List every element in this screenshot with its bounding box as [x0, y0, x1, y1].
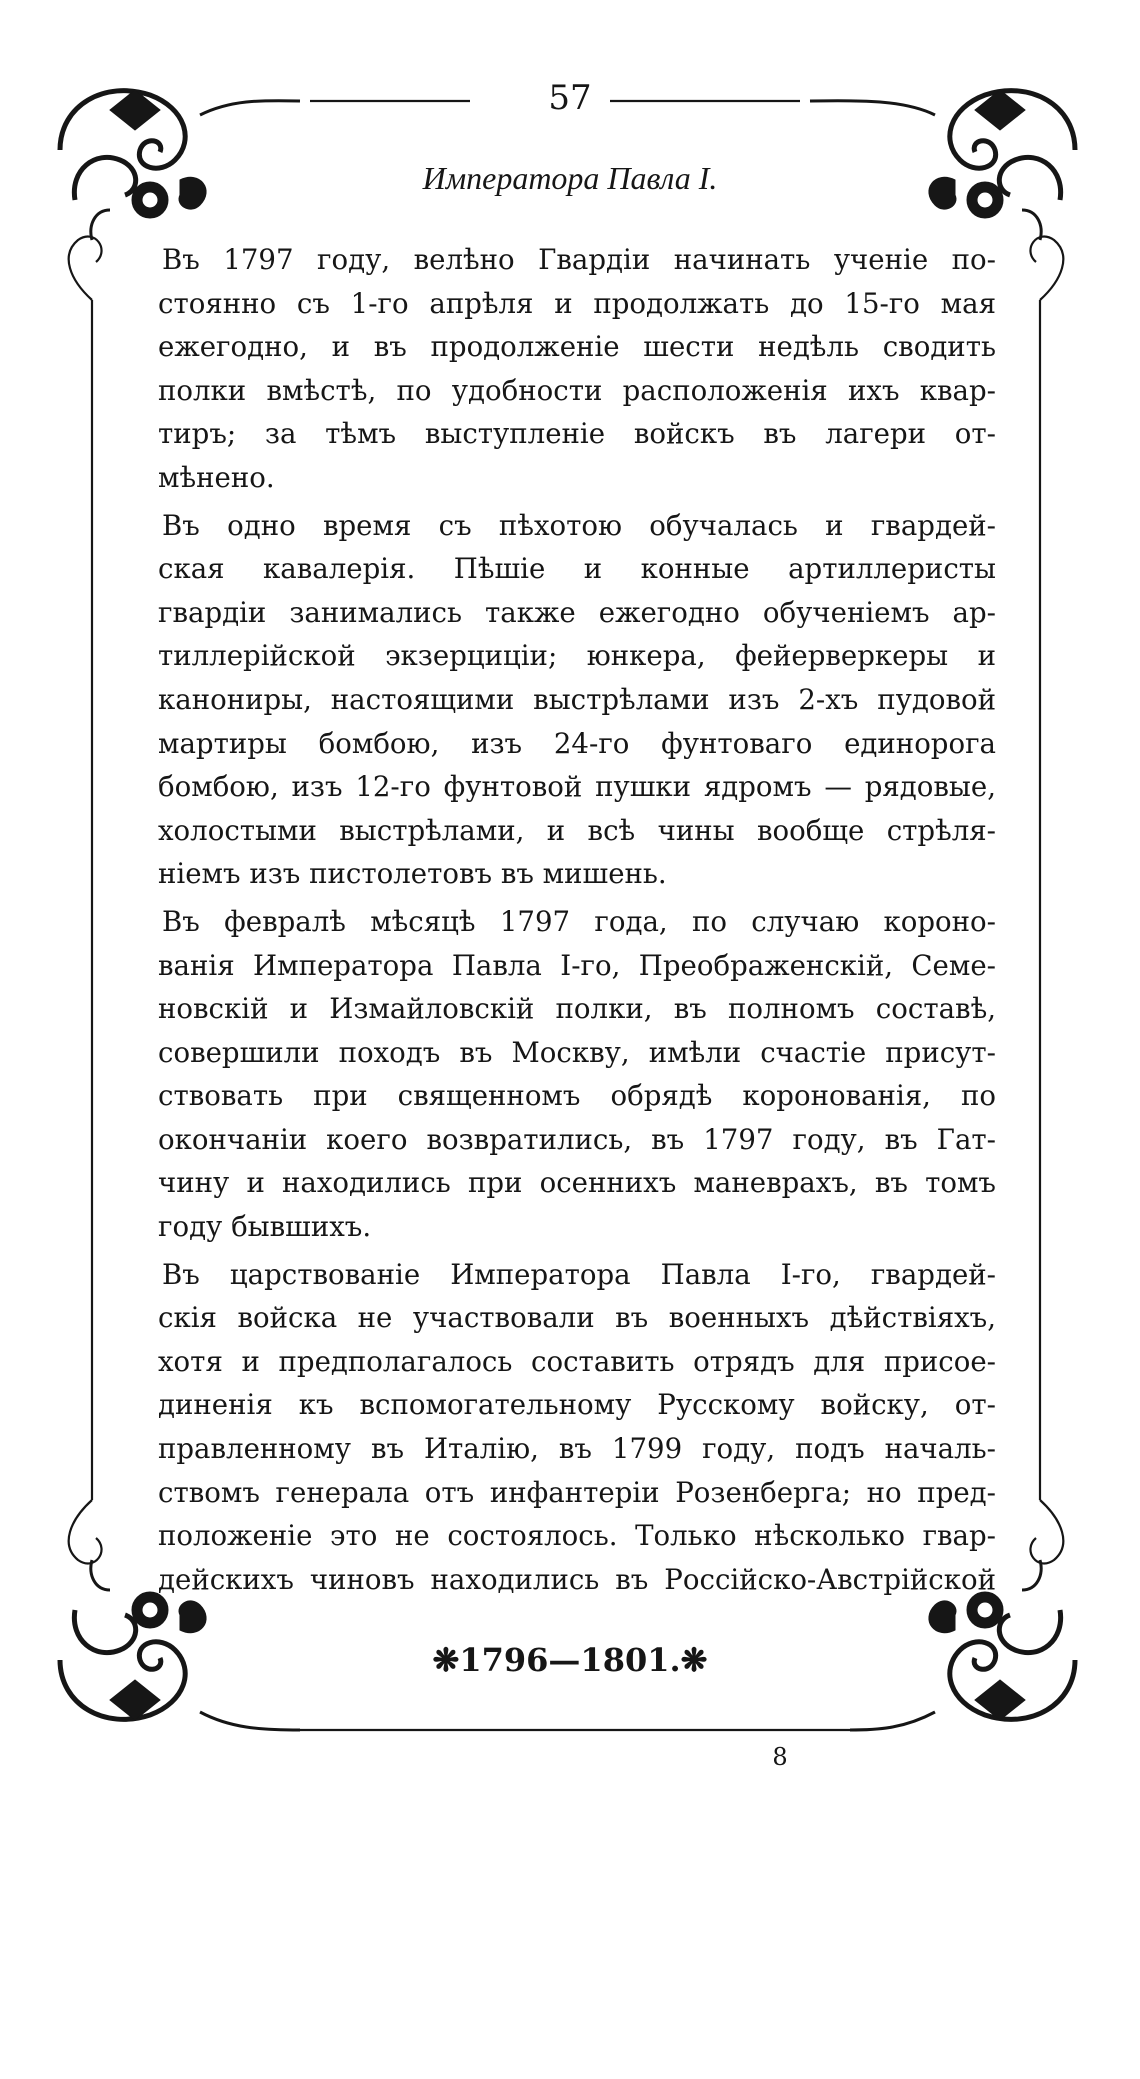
text-line: канониры, настоящими выстрѣлами изъ 2-хъ пудовой: [158, 682, 996, 716]
text-line: мѣнено.: [158, 460, 275, 494]
text-line: стоянно съ 1-го апрѣля и продолжать до 15-го мая: [158, 286, 996, 320]
text-line: ствомъ генерала отъ инфантеріи Розенберга; но пред-: [158, 1475, 996, 1509]
text-line: мартиры бомбою, изъ 24-го фунтоваго единорога: [158, 726, 996, 760]
signature-mark: 8: [772, 1743, 788, 1771]
text-line: ствовать при священномъ обрядѣ коронованія, по: [158, 1079, 996, 1113]
text-line: бомбою, изъ 12-го фунтовой пушки ядромъ — рядовые,: [158, 770, 996, 804]
text-line: ская кавалерія. Пѣшіе и конные артиллеристы: [158, 552, 996, 586]
text-line: ежегодно, и въ продолженіе шести недѣль сводить: [158, 330, 996, 364]
page-number: 57: [548, 78, 592, 118]
text-line: тиллерійской экзерциціи; юнкера, фейерверкеры и: [158, 639, 996, 673]
text-line: Въ 1797 году, велѣно Гвардіи начинать ученіе по-: [162, 243, 996, 276]
corner-ornament-top-right: [810, 90, 1075, 240]
text-line: скія войска не участвовали въ военныхъ дѣйствіяхъ,: [158, 1301, 996, 1335]
text-line: дейскихъ чиновъ находились въ Россійско-Австрійской: [158, 1562, 996, 1596]
text-line: полки вмѣстѣ, по удобности расположенія ихъ квар-: [158, 373, 996, 407]
text-line: ванія Императора Павла I-го, Преображенскій, Семе-: [158, 948, 996, 982]
text-line: новскій и Измайловскій полки, въ полномъ составѣ,: [158, 992, 996, 1026]
corner-ornament-top-left: [60, 90, 300, 240]
text-line: холостыми выстрѣлами, и всѣ чины вообще стрѣля-: [158, 813, 996, 847]
text-line: окончаніи коего возвратились, въ 1797 году, въ Гат-: [158, 1122, 996, 1156]
left-rule: [69, 237, 102, 1564]
text-line: диненія къ вспомогательному Русскому войску, от-: [158, 1388, 996, 1422]
body-text: [158, 238, 996, 1605]
running-head: Императора Павла I.: [422, 160, 718, 196]
text-line: совершили походъ въ Москву, имѣли счастіе присут-: [158, 1035, 996, 1069]
text-line: чину и находились при осеннихъ маневрахъ, въ томъ: [158, 1166, 996, 1200]
text-line: Въ царствованіе Императора Павла I-го, гвардей-: [162, 1257, 996, 1291]
text-line: положеніе это не состоялось. Только нѣсколько гвар-: [158, 1519, 996, 1553]
text-line: тиръ; за тѣмъ выступленіе войскъ въ лагери от-: [158, 417, 996, 451]
paragraph-2: [158, 504, 996, 896]
paragraph-3: [158, 900, 996, 1249]
text-line: правленному въ Италію, въ 1799 году, подъ началь-: [158, 1432, 996, 1466]
paragraph-4: [158, 1253, 996, 1602]
text-line: Въ одно время съ пѣхотою обучалась и гвардей-: [162, 508, 996, 542]
text-line: Въ февралѣ мѣсяцѣ 1797 года, по случаю короно-: [162, 904, 996, 938]
text-line: хотя и предполагалось составить отрядъ для присое-: [158, 1344, 996, 1378]
text-line: гвардіи занимались также ежегодно обученіемъ ар-: [158, 595, 996, 629]
text-line: ніемъ изъ пистолетовъ въ мишень.: [158, 857, 667, 891]
right-rule: [1030, 237, 1063, 1564]
paragraph-1: [158, 238, 996, 500]
footer-dates: ❋1796—1801.❋: [432, 1641, 708, 1679]
text-line: году бывшихъ.: [158, 1210, 372, 1244]
